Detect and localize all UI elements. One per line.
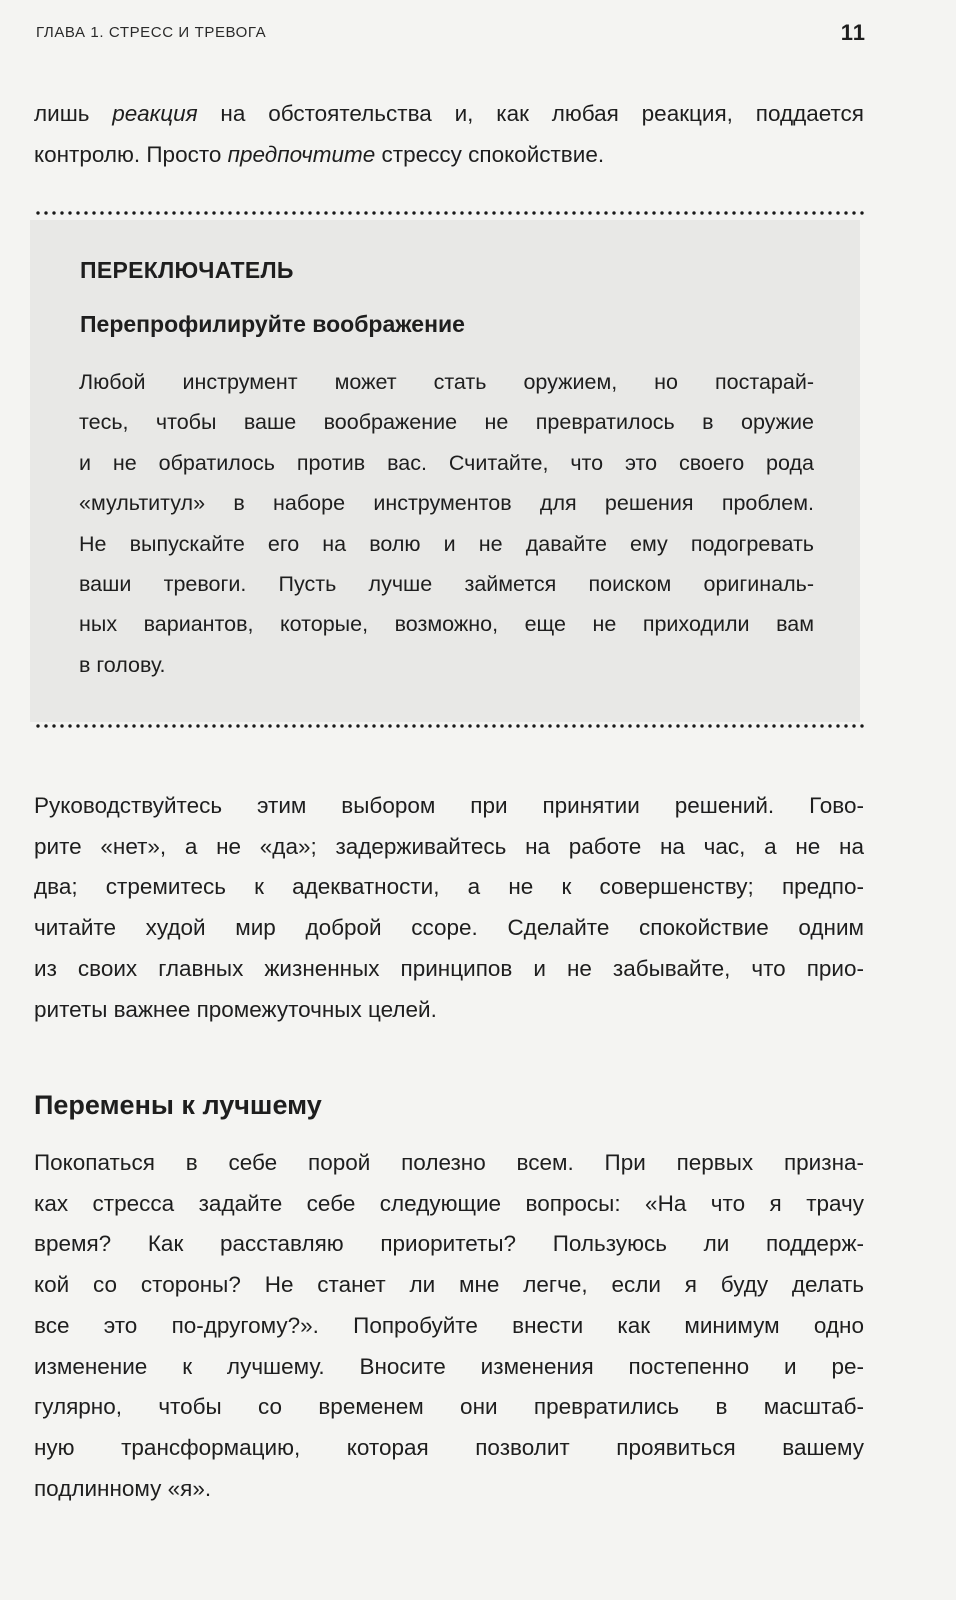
emphasis: реакция <box>112 101 198 126</box>
page-header <box>36 22 866 48</box>
text-line: тесь, чтобы ваше воображение не превратилось в оружие <box>79 410 814 435</box>
running-head: ГЛАВА 1. СТРЕСС И ТРЕВОГА <box>36 24 267 41</box>
text-line: гулярно, чтобы со временем они превратились в масштаб- <box>34 1394 864 1420</box>
text-line: ритеты важнее промежуточных целей. <box>34 996 437 1022</box>
sidebar-title: Перепрофилируйте воображение <box>80 311 465 337</box>
text-line: Любой инструмент может стать оружием, но постарай- <box>79 370 814 394</box>
text-line: лишь реакция на обстоятельства и, как любая реакция, поддается <box>34 101 864 126</box>
page-number: 11 <box>840 20 866 45</box>
text-line: Не выпускайте его на волю и не давайте ему подогревать <box>79 531 814 556</box>
dotted-rule-top <box>34 211 866 215</box>
choice-paragraph <box>34 786 864 1030</box>
dotted-rule-bottom <box>34 724 866 728</box>
section-paragraph <box>34 1143 864 1509</box>
section-heading: Перемены к лучшему <box>34 1090 322 1120</box>
text-line: в голову. <box>79 652 166 677</box>
text-line: изменение к лучшему. Вносите изменения постепенно и ре- <box>34 1353 864 1379</box>
text-line: подлинному «я». <box>34 1475 212 1501</box>
emphasis: предпочтите <box>227 141 376 167</box>
sidebar-label: ПЕРЕКЛЮЧАТЕЛЬ <box>80 257 294 283</box>
text-line: Руководствуйтесь этим выбором при принятии решений. Гово- <box>34 793 864 818</box>
text-line: «мультитул» в наборе инструментов для решения проблем. <box>79 491 814 516</box>
text-line: рите «нет», а не «да»; задерживайтесь на работе на час, а не на <box>34 833 864 859</box>
text-line: ваши тревоги. Пусть лучше займется поиском оригиналь- <box>79 572 814 597</box>
text-line: ных вариантов, которые, возможно, еще не приходили вам <box>79 612 814 637</box>
text-line: время? Как расставляю приоритеты? Пользуюсь ли поддерж- <box>34 1231 864 1257</box>
text-line: кой со стороны? Не станет ли мне легче, если я буду делать <box>34 1272 864 1298</box>
text-line: все это по-другому?». Попробуйте внести как минимум одно <box>34 1312 864 1338</box>
text-line: читайте худой мир доброй ссоре. Сделайте спокойствие одним <box>34 915 864 941</box>
text-line: контролю. Просто предпочтите стрессу спокойствие. <box>34 141 605 167</box>
text-line: из своих главных жизненных принципов и не забывайте, что прио- <box>34 955 864 981</box>
intro-paragraph <box>34 94 864 175</box>
text-line: Покопаться в себе порой полезно всем. При первых призна- <box>34 1150 864 1175</box>
text-line: ках стресса задайте себе следующие вопросы: «На что я трачу <box>34 1190 864 1216</box>
text-line: и не обратилось против вас. Считайте, что это своего рода <box>79 450 814 475</box>
text-line: два; стремитесь к адекватности, а не к совершенству; предпо- <box>34 874 864 900</box>
sidebar-body <box>79 362 814 685</box>
text-line: ную трансформацию, которая позволит проявиться вашему <box>34 1434 864 1460</box>
